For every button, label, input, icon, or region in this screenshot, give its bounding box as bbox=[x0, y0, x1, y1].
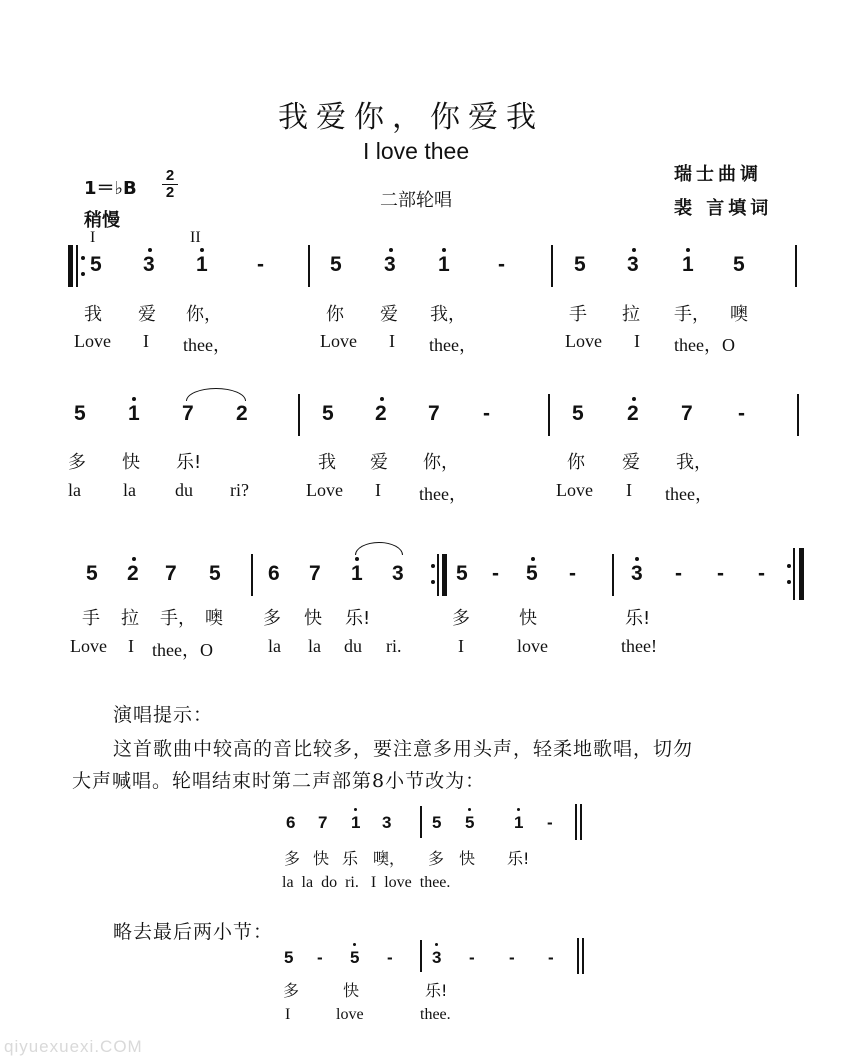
note: 6 bbox=[286, 813, 296, 832]
performance-form: 二部轮唱 bbox=[380, 190, 452, 211]
dash: - bbox=[498, 253, 505, 276]
title-english: I love thee bbox=[363, 138, 470, 164]
lyric-cn: 你， bbox=[186, 304, 222, 325]
high-octave-dot bbox=[531, 557, 535, 561]
lyric-cn: 我 bbox=[84, 304, 102, 325]
dash: - bbox=[569, 562, 576, 585]
high-octave-dot bbox=[353, 943, 356, 946]
note: 1 bbox=[514, 813, 524, 832]
high-octave-dot bbox=[442, 248, 446, 252]
lyric-en: la bbox=[123, 480, 136, 500]
note: 1 bbox=[196, 253, 208, 276]
lyric-en: I bbox=[626, 480, 632, 500]
lyric-en: Love bbox=[306, 480, 343, 500]
lyric-en: thee. bbox=[420, 1006, 451, 1023]
lyric-cn: 多 bbox=[283, 981, 300, 1000]
lyric-cn: 快 bbox=[519, 608, 537, 629]
final-thin-barline bbox=[577, 938, 579, 974]
lyric-en: thee， bbox=[419, 484, 467, 504]
lyric-cn: 爱 bbox=[370, 452, 388, 473]
note: 5 bbox=[90, 253, 102, 276]
high-octave-dot bbox=[435, 943, 438, 946]
note: 2 bbox=[236, 402, 248, 425]
note: 3 bbox=[382, 813, 392, 832]
barline bbox=[298, 394, 300, 436]
note: 5 bbox=[284, 948, 294, 967]
lyric-en: thee! bbox=[621, 636, 657, 656]
notes-heading: 演唱提示： bbox=[113, 704, 214, 726]
barline bbox=[251, 554, 253, 596]
note: 6 bbox=[268, 562, 280, 585]
barline bbox=[308, 245, 310, 287]
lyric-cn: 快 bbox=[304, 608, 322, 629]
notes-paragraph-line-1: 这首歌曲中较高的音比较多，要注意多用头声，轻柔地歌唱，切勿 bbox=[113, 738, 694, 760]
lyric-en: Love bbox=[74, 331, 111, 351]
note: 7 bbox=[428, 402, 440, 425]
barline bbox=[420, 940, 422, 972]
note: 7 bbox=[309, 562, 321, 585]
lyric-cn: 多 bbox=[263, 608, 281, 629]
lyric-cn: 多 bbox=[284, 849, 301, 868]
time-denominator: 2 bbox=[165, 184, 175, 201]
repeat-end-barline bbox=[442, 554, 447, 596]
dash: - bbox=[738, 402, 745, 425]
lyric-en: Love bbox=[556, 480, 593, 500]
lyric-en: thee， bbox=[183, 335, 231, 355]
high-octave-dot bbox=[200, 248, 204, 252]
note: 1 bbox=[438, 253, 450, 276]
lyric-cn: 手， bbox=[674, 304, 710, 325]
lyric-cn: 你， bbox=[423, 452, 459, 473]
note: 2 bbox=[627, 402, 639, 425]
lyric-cn: 你 bbox=[326, 304, 344, 325]
note: 2 bbox=[375, 402, 387, 425]
lyric-cn: 我， bbox=[430, 304, 466, 325]
note: 5 bbox=[572, 402, 584, 425]
dash: - bbox=[387, 948, 393, 967]
note: 5 bbox=[733, 253, 745, 276]
high-octave-dot bbox=[686, 248, 690, 252]
lyric-cn: 快 bbox=[122, 452, 140, 473]
lyric-cn: 爱 bbox=[380, 304, 398, 325]
lyric-en: thee， bbox=[665, 484, 713, 504]
barline bbox=[548, 394, 550, 436]
note: 5 bbox=[465, 813, 475, 832]
lyric-cn: 噢 bbox=[205, 608, 223, 629]
note: 3 bbox=[384, 253, 396, 276]
note: 3 bbox=[627, 253, 639, 276]
lyric-en: la bbox=[68, 480, 81, 500]
lyric-cn: 乐! bbox=[625, 608, 651, 629]
note: 5 bbox=[86, 562, 98, 585]
barline bbox=[797, 394, 799, 436]
barline bbox=[612, 554, 614, 596]
lyric-cn: 多 bbox=[68, 452, 86, 473]
dash: - bbox=[483, 402, 490, 425]
repeat-start-barline bbox=[68, 245, 73, 287]
lyric-cn: 手， bbox=[160, 608, 196, 629]
lyric-cn: 快 bbox=[343, 981, 360, 1000]
lyric-en: I bbox=[143, 331, 149, 351]
lyric-en: du bbox=[175, 480, 193, 500]
lyric-en: thee，O bbox=[152, 640, 213, 660]
lyric-en: I bbox=[285, 1006, 291, 1023]
note: 3 bbox=[631, 562, 643, 585]
note: 3 bbox=[432, 948, 442, 967]
lyric-cn: 快 bbox=[313, 849, 330, 868]
note: 5 bbox=[526, 562, 538, 585]
dash: - bbox=[509, 948, 515, 967]
note: 1 bbox=[351, 813, 361, 832]
lyric-en: la la do ri. I love thee. bbox=[282, 874, 451, 891]
tie-slur bbox=[186, 388, 246, 401]
high-octave-dot bbox=[468, 808, 471, 811]
lyric-en: du bbox=[344, 636, 362, 656]
title-chinese: 我爱你，你爱我 bbox=[278, 100, 544, 135]
dash: - bbox=[675, 562, 682, 585]
lyric-cn: 拉 bbox=[622, 304, 640, 325]
note: 5 bbox=[330, 253, 342, 276]
lyric-cn: 我， bbox=[676, 452, 712, 473]
voice-entry-2: II bbox=[190, 229, 201, 246]
note: 1 bbox=[128, 402, 140, 425]
high-octave-dot bbox=[148, 248, 152, 252]
lyric-en: thee， bbox=[429, 335, 477, 355]
high-octave-dot bbox=[389, 248, 393, 252]
lyric-cn: 我 bbox=[318, 452, 336, 473]
lyric-cn: 拉 bbox=[121, 608, 139, 629]
barline bbox=[795, 245, 797, 287]
lyric-cn: 乐 bbox=[342, 849, 359, 868]
lyric-cn: 爱 bbox=[138, 304, 156, 325]
final-thin-barline bbox=[575, 804, 577, 840]
note: 7 bbox=[165, 562, 177, 585]
note: 5 bbox=[574, 253, 586, 276]
dash: - bbox=[758, 562, 765, 585]
lyric-en: Love bbox=[565, 331, 602, 351]
high-octave-dot bbox=[635, 557, 639, 561]
voice-entry-1: I bbox=[90, 229, 96, 246]
lyric-en: I bbox=[634, 331, 640, 351]
time-numerator: 2 bbox=[165, 167, 175, 184]
final-thin-barline bbox=[580, 804, 582, 840]
composer-credit: 瑞士曲调 bbox=[674, 164, 762, 185]
lyric-en: love bbox=[336, 1006, 364, 1023]
lyric-en: ri? bbox=[230, 480, 249, 500]
note: 5 bbox=[74, 402, 86, 425]
lyric-cn: 你 bbox=[567, 452, 585, 473]
time-signature bbox=[162, 168, 178, 201]
lyric-en: la bbox=[308, 636, 321, 656]
note: 1 bbox=[351, 562, 363, 585]
note: 5 bbox=[432, 813, 442, 832]
final-barline bbox=[799, 548, 804, 600]
barline bbox=[551, 245, 553, 287]
note: 7 bbox=[681, 402, 693, 425]
lyric-cn: 乐! bbox=[345, 608, 371, 629]
tempo-marking: 稍慢 bbox=[84, 210, 120, 231]
final-thin-barline bbox=[582, 938, 584, 974]
lyric-cn: 乐! bbox=[176, 452, 202, 473]
lyric-cn: 多 bbox=[452, 608, 470, 629]
lyric-en: I bbox=[389, 331, 395, 351]
note: 5 bbox=[209, 562, 221, 585]
lyric-cn: 手 bbox=[82, 608, 100, 629]
high-octave-dot bbox=[380, 397, 384, 401]
high-octave-dot bbox=[132, 557, 136, 561]
key-signature: 1＝♭B bbox=[84, 178, 137, 199]
final-thin-barline bbox=[793, 548, 795, 600]
note: 2 bbox=[127, 562, 139, 585]
site-watermark: qiyuexuexi.COM bbox=[4, 1037, 143, 1056]
omit-instruction: 略去最后两小节： bbox=[113, 921, 274, 943]
lyric-en: I bbox=[458, 636, 464, 656]
lyric-en: thee，O bbox=[674, 335, 735, 355]
repeat-start-thin-barline bbox=[76, 245, 78, 287]
lyricist-credit: 裴 言填词 bbox=[674, 198, 773, 219]
dash: - bbox=[492, 562, 499, 585]
note: 5 bbox=[456, 562, 468, 585]
note: 5 bbox=[350, 948, 360, 967]
note: 7 bbox=[182, 402, 194, 425]
dash: - bbox=[317, 948, 323, 967]
lyric-cn: 乐! bbox=[507, 849, 530, 868]
note: 7 bbox=[318, 813, 328, 832]
tie-slur bbox=[355, 542, 403, 555]
lyric-en: ri. bbox=[386, 636, 402, 656]
lyric-en: I bbox=[375, 480, 381, 500]
dash: - bbox=[257, 253, 264, 276]
dash: - bbox=[548, 948, 554, 967]
lyric-cn: 手 bbox=[569, 304, 587, 325]
high-octave-dot bbox=[632, 248, 636, 252]
high-octave-dot bbox=[632, 397, 636, 401]
note: 3 bbox=[143, 253, 155, 276]
lyric-cn: 噢， bbox=[373, 849, 406, 868]
dash: - bbox=[547, 813, 553, 832]
high-octave-dot bbox=[354, 808, 357, 811]
lyric-en: love bbox=[517, 636, 548, 656]
high-octave-dot bbox=[355, 557, 359, 561]
lyric-en: Love bbox=[70, 636, 107, 656]
lyric-en: I bbox=[128, 636, 134, 656]
lyric-cn: 乐! bbox=[425, 981, 448, 1000]
dash: - bbox=[717, 562, 724, 585]
note: 1 bbox=[682, 253, 694, 276]
barline bbox=[420, 806, 422, 838]
high-octave-dot bbox=[132, 397, 136, 401]
note: 5 bbox=[322, 402, 334, 425]
repeat-start-dots bbox=[80, 256, 88, 276]
note: 3 bbox=[392, 562, 404, 585]
lyric-cn: 爱 bbox=[622, 452, 640, 473]
repeat-end-thin-barline bbox=[437, 554, 439, 596]
notes-paragraph-line-2: 大声喊唱。轮唱结束时第二声部第8小节改为： bbox=[72, 770, 486, 792]
lyric-cn: 噢 bbox=[730, 304, 748, 325]
lyric-cn: 多 bbox=[428, 849, 445, 868]
dash: - bbox=[469, 948, 475, 967]
high-octave-dot bbox=[517, 808, 520, 811]
lyric-en: la bbox=[268, 636, 281, 656]
lyric-en: Love bbox=[320, 331, 357, 351]
lyric-cn: 快 bbox=[459, 849, 476, 868]
